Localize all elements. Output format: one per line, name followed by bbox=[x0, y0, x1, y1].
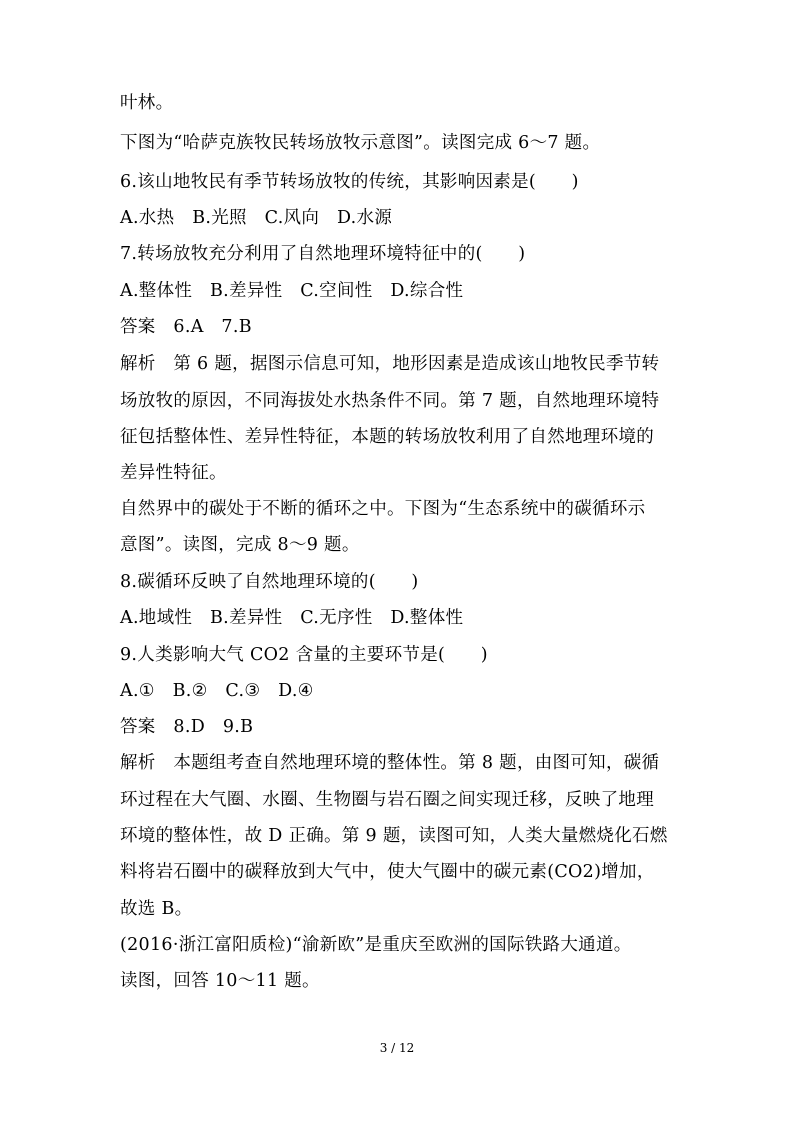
text-line: 下图为“哈萨克族牧民转场放牧示意图”。读图完成 6～7 题。 bbox=[120, 133, 601, 153]
text-line: (2016·浙江富阳质检)“渝新欧”是重庆至欧洲的国际铁路大通道。 bbox=[120, 935, 632, 955]
text-line: 读图，回答 10～11 题。 bbox=[120, 971, 320, 991]
question-9-options: A.① B.② C.③ D.④ bbox=[120, 681, 314, 701]
explanation-line: 环过程在大气圈、水圈、生物圈与岩石圈之间实现迁移，反映了地理 bbox=[120, 790, 654, 810]
explanation-line: 差异性特征。 bbox=[120, 463, 227, 483]
question-7-options: A.整体性 B.差异性 C.空间性 D.综合性 bbox=[120, 281, 464, 301]
answer-6-7: 答案 6.A 7.B bbox=[120, 317, 252, 337]
question-7: 7.转场放牧充分利用了自然地理环境特征中的( ) bbox=[120, 244, 526, 264]
question-8: 8.碳循环反映了自然地理环境的( ) bbox=[120, 572, 419, 592]
question-6-options: A.水热 B.光照 C.风向 D.水源 bbox=[120, 208, 393, 228]
text-line: 叶林。 bbox=[120, 93, 174, 113]
explanation-line: 故选 B。 bbox=[120, 899, 193, 919]
explanation-line: 场放牧的原因，不同海拔处水热条件不同。第 7 题，自然地理环境特 bbox=[120, 391, 660, 411]
page-number: 3 / 12 bbox=[379, 1041, 415, 1055]
text-line: 意图”。读图，完成 8～9 题。 bbox=[120, 535, 360, 555]
explanation-line: 环境的整体性，故 D 正确。第 9 题，读图可知，人类大量燃烧化石燃 bbox=[120, 826, 668, 846]
explanation-line: 解析 第 6 题，据图示信息可知，地形因素是造成该山地牧民季节转 bbox=[120, 354, 660, 374]
question-8-options: A.地域性 B.差异性 C.无序性 D.整体性 bbox=[120, 608, 464, 628]
explanation-line: 征包括整体性、差异性特征，本题的转场放牧利用了自然地理环境的 bbox=[120, 427, 654, 447]
explanation-line: 料将岩石圈中的碳释放到大气中，使大气圈中的碳元素(CO2)增加， bbox=[120, 862, 655, 882]
explanation-line: 解析 本题组考查自然地理环境的整体性。第 8 题，由图可知，碳循 bbox=[120, 753, 660, 773]
question-6: 6.该山地牧民有季节转场放牧的传统，其影响因素是( ) bbox=[120, 172, 579, 192]
text-line: 自然界中的碳处于不断的循环之中。下图为“生态系统中的碳循环示 bbox=[120, 499, 646, 519]
question-9: 9.人类影响大气 CO2 含量的主要环节是( ) bbox=[120, 645, 488, 665]
answer-8-9: 答案 8.D 9.B bbox=[120, 717, 254, 737]
